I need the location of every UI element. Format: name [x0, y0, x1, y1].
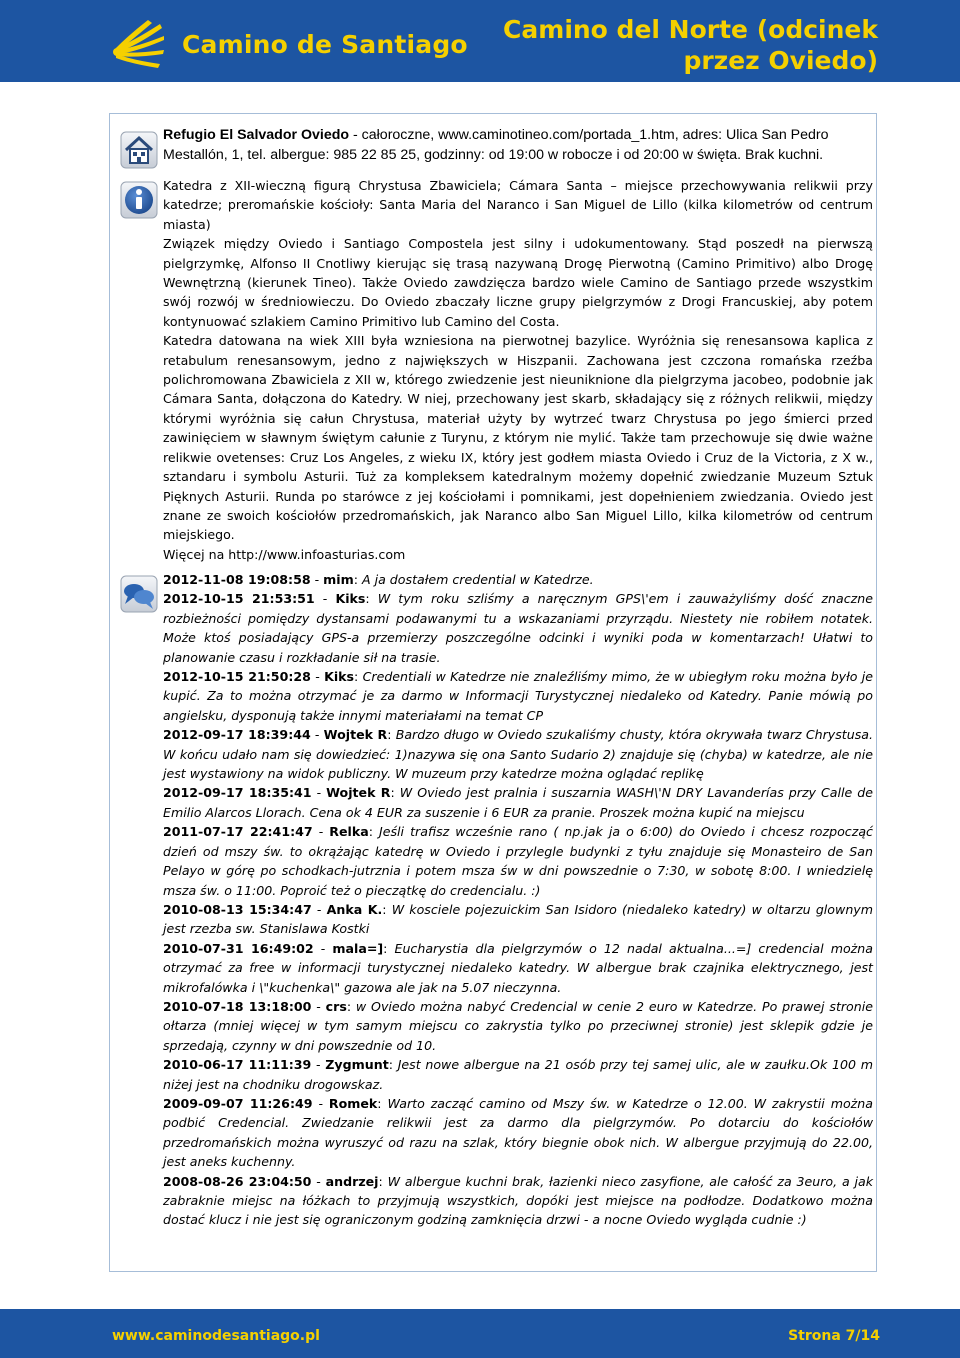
- comment-text: Jest nowe albergue na 21 osób przy tej samej ulic, ale w zaułku.Ok 100 m niżej jest na chodniku drogowskaz.: [163, 1057, 873, 1092]
- refugio-info: [163, 126, 873, 165]
- comment-item: 2010-07-31 16:49:02 - mala=]: Eucharystia dla pielgrzymów o 12 nadal aktualna...=] credencial można otrzymać za free w informacji turystycznej niedaleko katedry. W albergue brak czajnika elektrycznego, jest mikrofalówka i \"kuchenka\" gazowa ale jak na 5.07 nieczynna.: [163, 940, 873, 995]
- route-title: Camino del Norte (odcinek przez Oviedo): [503, 15, 878, 75]
- comment-date: 2009-09-07 11:26:49: [163, 1095, 313, 1111]
- comment-date: 2010-07-18 13:18:00: [163, 998, 312, 1014]
- brand-title: Camino de Santiago: [182, 30, 468, 59]
- comment-date: 2010-07-31 16:49:02: [163, 940, 314, 956]
- comment-item: 2012-10-15 21:50:28 - Kiks: Credentiali w Katedrze nie znaleźliśmy mimo, że w ubiegłym roku można było je kupić. Za to można otrzymać je za darmo w Informacji Turystycznej niedaleko od Katedry. Panie mówią po angielsku, dysponują także innymi materiałami na temat CP: [163, 669, 874, 723]
- comment-author: Anka K.: [326, 901, 383, 917]
- comment-date: 2008-08-26 23:04:50: [163, 1173, 312, 1189]
- comment-author: Zygmunt: [325, 1057, 389, 1073]
- comment-item: 2008-08-26 23:04:50 - andrzej: W albergue kuchni brak, łazienki nieco zasyfione, ale całość za 3euro, a jak zabraknie miejsc na łóżkach to przyjmują wszystkich, dopóki jest miejsce na podłodze. Dodatkowo można dostać klucz i nie jest się ograniczonym godziną zamknięcia drzwi - a nocne Oviedo wygląda cudnie :): [163, 1173, 874, 1228]
- comment-text: Credentiali w Katedrze nie znaleźliśmy mimo, że w ubiegłym roku można było je kupić. Za to można otrzymać je za darmo w Informacji Turystycznej niedaleko od Katedry. Panie mówią po angielsku, dysponują także innymi materiałami na temat CP: [163, 669, 874, 723]
- comment-item: 2012-09-17 18:39:44 - Wojtek R: Bardzo długo w Oviedo szukaliśmy chusty, która okrywała twarz Chrystusa. W końcu udało nam się dowiedzieć: 1)nazywa się ona Santo Sudario 2) znajduje się (chyba) w katedrze, ale nie jest wystawiony na widok publiczny. W muzeum przy katedrze można oglądać replikę: [163, 727, 874, 782]
- comment-date: 2012-10-15 21:53:51: [163, 591, 315, 607]
- description-paragraph: Katedra z XII-wieczną figurą Chrystusa Zbawiciela; Cámara Santa – miejsce przechowywania relikwii przy katedrze; preromańskie kościoły: Santa Maria del Naranco i San Miguel de Lillo (kilka kilometrów od centrum miasta): [163, 178, 873, 232]
- comment-author: Kiks: [324, 669, 355, 685]
- comment-text: W kosciele pojezuickim San Isidoro (niedaleko katedry) w oltarzu glownym jest rzezba sw. Stanislawa Kostki: [163, 901, 874, 937]
- comment-item: 2011-07-17 22:41:47 - Relka: Jeśli trafisz wcześnie rano ( np.jak ja o 6:00) do Oviedo i chcesz rozpocząć dzień od mszy św. to okrążając katedrę w Oviedo i przylegle budynki z tyłu znajduje się Monasteiro de San Pelayo w górę po schodkach-jutrznia i potem msza św w dni powszednie o 7:30, w sobotę 8:00. I wniedzielę msza św. o 11:00. Poproić też o pieczątkę do credencialu. :): [163, 824, 873, 898]
- description-paragraph: Więcej na http://www.infoasturias.com: [163, 546, 406, 562]
- comment-author: andrzej: [325, 1173, 379, 1189]
- refugio-details: - całoroczne, www.caminotineo.com/portada_1.htm, adres: Ulica San Pedro Mestallón, 1, tel. albergue: 985 22 85 25, godzinny: od 19:00 w robocze i od 20:00 w święta. Brak kuchni.: [163, 127, 829, 163]
- comment-text: W albergue kuchni brak, łazienki nieco zasyfione, ale całość za 3euro, a jak zabraknie miejsc na łóżkach to przyjmują wszystkich, dopóki jest miejsce na podłodze. Dodatkowo można dostać klucz i nie jest się ograniczonym godziną zamknięcia drzwi - a nocne Oviedo wygląda cudnie :): [163, 1173, 874, 1228]
- comment-item: 2010-07-18 13:18:00 - crs: w Oviedo można nabyć Credencial w cenie 2 euro w Katedrze. Po prawej stronie ołtarza (mniej więcej w tym samym miejscu co zakrystia tylko po przeciwnej stronie) jest sklepik gdzie je sprzedają, czynny w dni powszednie od 10.: [163, 998, 873, 1053]
- comment-text: Jeśli trafisz wcześnie rano ( np.jak ja o 6:00) do Oviedo i chcesz rozpocząć dzień od mszy św. to okrążając katedrę w Oviedo i przylegle budynki z tyłu znajduje się Monasteiro de San Pelayo w górę po schodkach-jutrznia i potem msza św w dni powszednie o 7:30, w sobotę 8:00. I wniedzielę msza św. o 11:00. Poproić też o pieczątkę do credencialu. :): [163, 824, 873, 898]
- page-number: Strona 7/14: [788, 1328, 880, 1344]
- comment-text: Warto zacząć camino od Mszy św. w Katedrze o 12.00. W zakrystii można podbić Credencial. Zwiedzanie relikwii jest za darmo dla pielgrzymów. Po dotarciu do kościołów przedromańskich można wyruszyć od razu na szlak, który biegnie obok nich. W albergue przyjmują do 22.00, jest aneks kuchenny.: [163, 1095, 873, 1170]
- description-paragraph: Związek między Oviedo i Santiago Compostela jest silny i udokumentowany. Stąd poszedł na pierwszą pielgrzymkę, Alfonso II Cnotliwy kierując się trasą nazywaną Drogę Pierwotną (Camino Primitivo) albo Drogę Wewnętrzną (kierunek Tineo). Także Oviedo zawdzięcza bardzo wiele Camino de Santiago przede wszystkim swój rozwój w średniowieczu. Do Oviedo zbaczały liczne grupy pielgrzymów z Drogi Francuskiej, aby potem kontynuować szlakiem Camino Primitivo lub Camino del Costa.: [163, 236, 873, 329]
- comment-item: 2010-08-13 15:34:47 - Anka K.: W kosciele pojezuickim San Isidoro (niedaleko katedry) w oltarzu glownym jest rzezba sw. Stanislawa Kostki: [163, 901, 874, 937]
- info-icon: [120, 180, 158, 220]
- comment-date: 2012-10-15 21:50:28: [163, 669, 311, 685]
- comment-text: w Oviedo można nabyć Credencial w cenie 2 euro w Katedrze. Po prawej stronie ołtarza (mniej więcej w tym samym miejscu co zakrystia tylko po przeciwnej stronie) jest sklepik gdzie je sprzedają, czynny w dni powszednie od 10.: [163, 998, 873, 1053]
- comment-author: Relka: [329, 824, 369, 840]
- comment-date: 2012-09-17 18:35:41: [163, 785, 312, 801]
- comment-date: 2010-06-17 11:11:39: [163, 1057, 312, 1073]
- comment-author: Romek: [328, 1095, 378, 1111]
- scallop-shell-icon: [112, 18, 166, 68]
- description-paragraph: Katedra datowana na wiek XIII była wzniesiona na pierwotnej bazylice. Wyróżnia się renesansowa kaplica z retabulum renesansowym, jedno z największych w Hiszpanii. Zachowana jest czczona romańska rzeźba polichromowana Zbawiciela z XII w, którego zwiedzenie jest nieuniknione dla pielgrzyma jacobeo, podobnie jak Cámara Santa, dołączona do Katedry. W niej, przechowany jest skarb, składający się z różnych relikwii, między którymi wyróżnia się całun Chrystusa, materiał użyty by wytrzeć twarz Chrystusa po jego śmierci przed zawinięciem w sławnym świętym całunie z Turynu, z którym nie mylić. Także tam przechowuje się dwie ważne relikwie ovetenses: Cruz Los Angeles, z wieku IX, który jest godłem miasta Oviedo i Cruz de la Victoria, z X w., sztandaru i symbolu Asturii. Tuż za kompleksem katedralnym możemy dopełnić zwiedzanie Muzeum Sztuk Pięknych Asturii. Runda po starówce z jej kościołami i pomnikami, jest dopełnieniem zwiedzania. Oviedo jest znane ze swoich kościołów przedromańskich, jak Naranco albo San Miguel Lillo, kilka kilometrów od centrum miejskiego.: [163, 333, 873, 543]
- comment-item: 2012-11-08 19:08:58 - mim: A ja dostałem credential w Katedrze.: [163, 572, 594, 587]
- comment-author: mala=]: [332, 940, 384, 956]
- comment-author: Wojtek R: [326, 785, 391, 801]
- comment-text: Eucharystia dla pielgrzymów o 12 nadal aktualna...=] credencial można otrzymać za free w informacji turystycznej niedaleko katedry. W albergue brak czajnika elektrycznego, jest mikrofalówka i \"kuchenka\" gazowa ale jak na 5.07 nieczynna.: [163, 940, 873, 995]
- comment-item: 2012-09-17 18:35:41 - Wojtek R: W Oviedo jest pralnia i suszarnia WASH\'N DRY Lavanderías przy Calle de Emilio Alarcos Llorach. Cena ok 4 EUR za suszenie i 6 EUR za pranie. Proszek można kupić na miejscu: [163, 785, 873, 820]
- comment-date: 2011-07-17 22:41:47: [163, 824, 313, 840]
- comment-text: W tym roku szliśmy a naręcznym GPS\'em i zauważyliśmy dość znaczne rozbieżności pomiędzy dystansami podawanymi tu a wskazaniami przyrządu. Niestety nie robiłem notatek. Może ktoś posiadający GPS-a przemierzy poszczególne odcinki i wyniki poda w komentarzach! Ułatwi to planowanie czasu i rozkładanie sił na trasie.: [163, 591, 873, 665]
- footer-url[interactable]: www.caminodesantiago.pl: [112, 1328, 320, 1344]
- comment-text: A ja dostałem credential w Katedrze.: [361, 572, 594, 587]
- comment-date: 2012-11-08 19:08:58: [163, 572, 311, 587]
- city-description: [163, 176, 873, 564]
- comment-item: 2009-09-07 11:26:49 - Romek: Warto zacząć camino od Mszy św. w Katedrze o 12.00. W zakrystii można podbić Credencial. Zwiedzanie relikwii jest za darmo dla pielgrzymów. Po dotarciu do kościołów przedromańskich można wyruszyć od razu na szlak, który biegnie obok nich. W albergue przyjmują do 22.00, jest aneks kuchenny.: [163, 1095, 873, 1170]
- refugio-name: Refugio El Salvador Oviedo: [163, 127, 350, 143]
- page-footer: [0, 1309, 960, 1358]
- comment-author: crs: [325, 998, 347, 1014]
- comment-author: mim: [323, 572, 354, 587]
- page-header: [0, 0, 960, 82]
- comment-date: 2010-08-13 15:34:47: [163, 901, 312, 917]
- speech-bubbles-icon: [120, 574, 158, 614]
- comment-text: W Oviedo jest pralnia i suszarnia WASH\'N DRY Lavanderías przy Calle de Emilio Alarcos Llorach. Cena ok 4 EUR za suszenie i 6 EUR za pranie. Proszek można kupić na miejscu: [163, 785, 873, 820]
- comment-item: 2010-06-17 11:11:39 - Zygmunt: Jest nowe albergue na 21 osób przy tej samej ulic, ale w zaułku.Ok 100 m niżej jest na chodniku drogowskaz.: [163, 1057, 873, 1092]
- comment-author: Wojtek R: [323, 727, 388, 743]
- house-icon: [120, 130, 158, 170]
- comment-item: 2012-10-15 21:53:51 - Kiks: W tym roku szliśmy a naręcznym GPS\'em i zauważyliśmy dość znaczne rozbieżności pomiędzy dystansami podawanymi tu a wskazaniami przyrządu. Niestety nie robiłem notatek. Może ktoś posiadający GPS-a przemierzy poszczególne odcinki i wyniki poda w komentarzach! Ułatwi to planowanie czasu i rozkładanie sił na trasie.: [163, 591, 873, 665]
- comment-text: Bardzo długo w Oviedo szukaliśmy chusty, która okrywała twarz Chrystusa. W końcu udało nam się dowiedzieć: 1)nazywa się ona Santo Sudario 2) znajduje się (chyba) w katedrze, ale nie jest wystawiony na widok publiczny. W muzeum przy katedrze można oglądać replikę: [163, 727, 874, 782]
- comments-list: [163, 570, 873, 1230]
- comment-author: Kiks: [335, 591, 366, 607]
- comment-date: 2012-09-17 18:39:44: [163, 727, 311, 743]
